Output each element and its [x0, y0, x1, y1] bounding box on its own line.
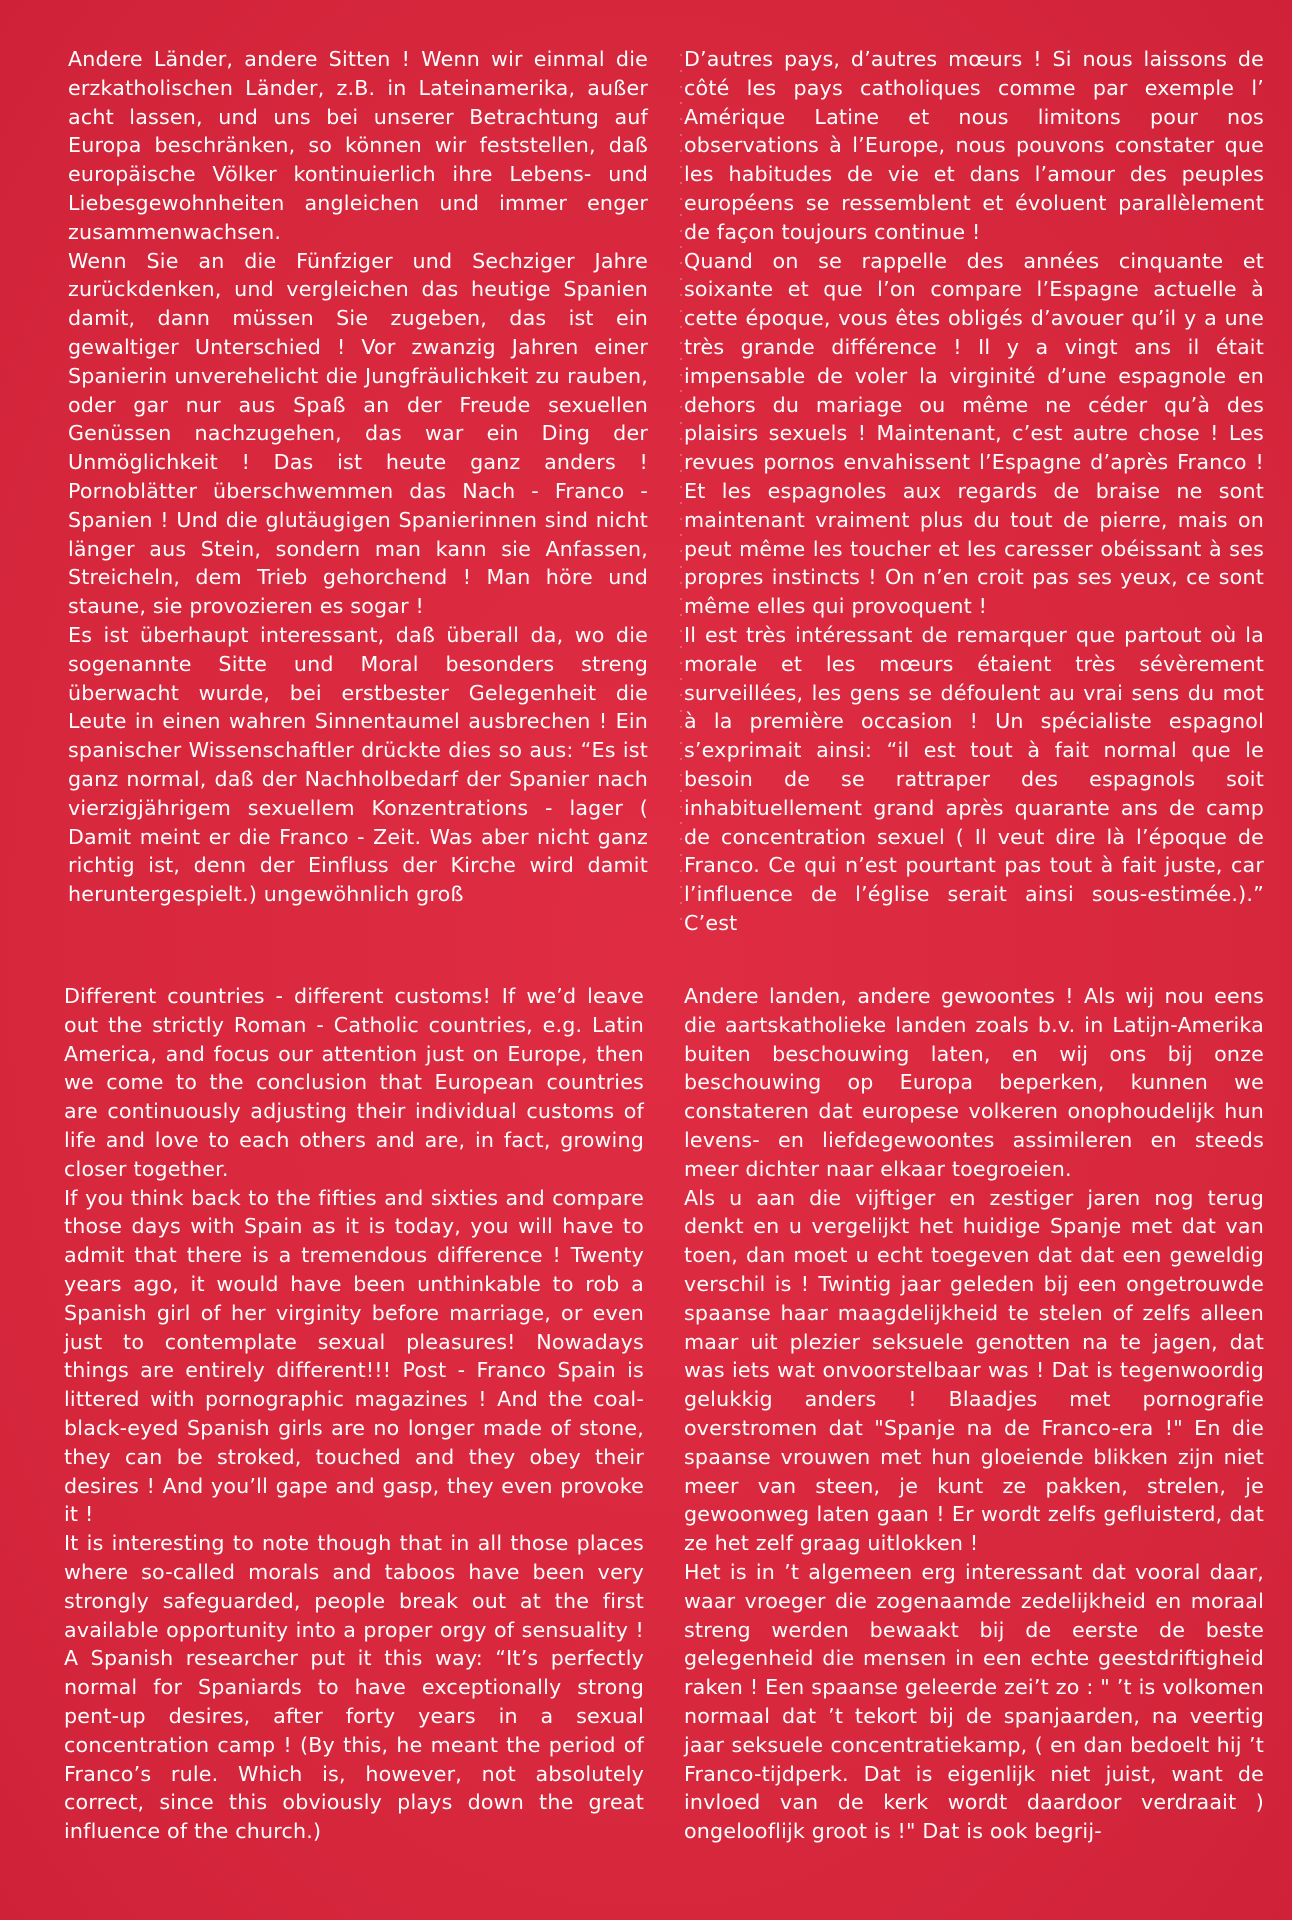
german-paragraph-3: Es ist überhaupt interessant, daß überall da, wo die sogenannte Sitte und Moral besonders streng überwacht wurde, bei erstbester Gelegenheit die Leute in einen wahren Sinnentaumel ausbrechen ! Ein spanischer Wissenschaftler drückte dies so aus: “Es ist ganz normal, daß der Nachholbedarf der Spanier nach vierzigjährigem sexuellem Konzentrations - lager ( Damit meint er die Franco - Zeit. Was aber nicht ganz richtig ist, denn der Einfluss der Kirche wird damit heruntergespielt.) ungewöhnlich groß [68, 622, 648, 907]
english-paragraph-1: Different countries - different customs! If we’d leave out the strictly Roman - Catholic countries, e.g. Latin America, and focus our attention just on Europe, then we come to the conclusion that European countries are continuously adjusting their individual customs of life and love to each others and are, in fact, growing closer together. [64, 984, 644, 1181]
french-paragraph-2: Quand on se rappelle des années cinquante et soixante et que l’on compare l’Espagne actuelle à cette époque, vous êtes obligés d’avouer qu’il y a une très grande différence ! Il y a vingt ans il était impensable de voler la virginité d’une espagnole en dehors du mariage ou même ne céder qu’à des plaisirs sexuels ! Maintenant, c’est autre chose ! Les revues pornos envahissent l’Espagne d’après Franco ! Et les espagnoles aux regards de braise ne sont maintenant vraiment plus du tout de pierre, mais on peut même les toucher et les caresser obéissant à ses propres instincts ! On n’en croit pas ses yeux, ce sont même elles qui provoquent ! [684, 248, 1264, 619]
dutch-paragraph-3: Het is in ’t algemeen erg interessant dat vooral daar, waar vroeger die zogenaamde zedelijkheid en moraal streng werden bewaakt bij de eerste de beste gelegenheid die mensen in een echte geestdriftigheid raken ! Een spaanse geleerde zei’t zo : " ’t is volkomen normaal dat ’t tekort bij de spanjaarden, na veertig jaar seksuele concentratiekamp, ( en dan bedoelt hij ’t Franco-tijdperk. Dat is eigenlijk niet juist, want de invloed van de kerk wordt daardoor verdraait ) ongelooflijk groot is !" Dat is ook begrij- [684, 1559, 1264, 1844]
binding-gutter [680, 40, 682, 930]
english-paragraph-3: It is interesting to note though that in all those places where so-called morals and taboos have been very strongly safeguarded, people break out at the first available opportunity into a proper orgy of sensuality ! A Spanish researcher put it this way: “It’s perfectly normal for Spaniards to have exceptionally strong pent-up desires, after forty years in a sexual concentration camp ! (By this, he meant the period of Franco’s rule. Which is, however, not absolutely correct, since this obviously plays down the great influence of the church.) [64, 1531, 644, 1844]
french-paragraph-1: D’autres pays, d’autres mœurs ! Si nous laissons de côté les pays catholiques comme par exemple l’ Amérique Latine et nous limitons pour nos observations à l’Europe, nous pouvons constater que les habitudes de vie et dans l’amour des peuples européens se ressemblent et évoluent parallèlement de façon toujours continue ! [684, 47, 1264, 244]
dutch-paragraph-1: Andere landen, andere gewoontes ! Als wij nou eens die aartskatholieke landen zoals b.v. in Latijn-Amerika buiten beschouwing laten, en wij ons bij onze beschouwing op Europa beperken, kunnen we constateren dat europese volkeren onophoudelijk hun levens- en liefdegewoontes assimileren en steeds meer dichter naar elkaar toegroeien. [684, 984, 1264, 1181]
dutch-paragraph-2: Als u aan die vijftiger en zestiger jaren nog terug denkt en u vergelijkt het huidige Spanje met dat van toen, dan moet u echt toegeven dat dat een geweldig verschil is ! Twintig jaar geleden bij een ongetrouwde spaanse haar maagdelijkheid te stelen of zelfs alleen maar uit plezier seksuele genotten na te jagen, dat was iets wat onvoorstelbaar was ! Dat is tegenwoordig gelukkig anders ! Blaadjes met pornografie overstromen dat "Spanje na de Franco-era !" En die spaanse vrouwen met hun gloeiende blikken zijn niet meer van steen, je kunt ze pakken, strelen, je gewoonweg laten gaan ! Er wordt zelfs gefluisterd, dat ze het zelf graag uitlokken ! [684, 1185, 1264, 1556]
german-paragraph-1: Andere Länder, andere Sitten ! Wenn wir einmal die erzkatholischen Länder, z.B. in Lateinamerika, außer acht lassen, und uns bei unserer Betrachtung auf Europa beschränken, so können wir feststellen, daß europäische Völker kontinuierlich ihre Lebens- und Liebesgewohnheiten angleichen und immer enger zusammenwachsen. [68, 47, 648, 244]
english-paragraph-2: If you think back to the fifties and sixties and compare those days with Spain as it is today, you will have to admit that there is a tremendous difference ! Twenty years ago, it would have been unthinkable to rob a Spanish girl of her virginity before marriage, or even just to contemplate sexual pleasures! Nowadays things are entirely different!!! Post - Franco Spain is littered with pornographic magazines ! And the coal-black-eyed Spanish girls are no longer made of stone, they can be stroked, touched and they obey their desires ! And you’ll gape and gasp, they even provoke it ! [64, 1185, 644, 1527]
german-text-column [68, 45, 648, 909]
german-paragraph-2: Wenn Sie an die Fünfziger und Sechziger Jahre zurückdenken, und vergleichen das heutige Spanien damit, dann müssen Sie zugeben, das ist ein gewaltiger Unterschied ! Vor zwanzig Jahren einer Spanierin unverehelicht die Jungfräulichkeit zu rauben, oder gar nur aus Spaß an der Freude sexuellen Genüssen nachzugehen, das war ein Ding der Unmöglichkeit ! Das ist heute ganz anders ! Pornoblätter überschwemmen das Nach - Franco -Spanien ! Und die glutäugigen Spanierinnen sind nicht länger aus Stein, sondern man kann sie Anfassen, Streicheln, dem Trieb gehorchend ! Man höre und staune, sie provozieren es sogar ! [68, 248, 648, 619]
french-text-column [684, 45, 1264, 938]
english-text-column [64, 982, 644, 1846]
dutch-text-column [684, 982, 1264, 1846]
french-paragraph-3: Il est très intéressant de remarquer que partout où la morale et les mœurs étaient très sévèrement surveillées, les gens se défoulent au vrai sens du mot à la première occasion ! Un spécialiste espagnol s’exprimait ainsi: “il est tout à fait normal que le besoin de se rattraper des espagnols soit inhabituellement grand après quarante ans de camp de concentration sexuel ( Il veut dire là l’époque de Franco. Ce qui n’est pourtant pas tout à fait juste, car l’influence de l’église serait ainsi sous-estimée.).” C’est [684, 622, 1264, 935]
